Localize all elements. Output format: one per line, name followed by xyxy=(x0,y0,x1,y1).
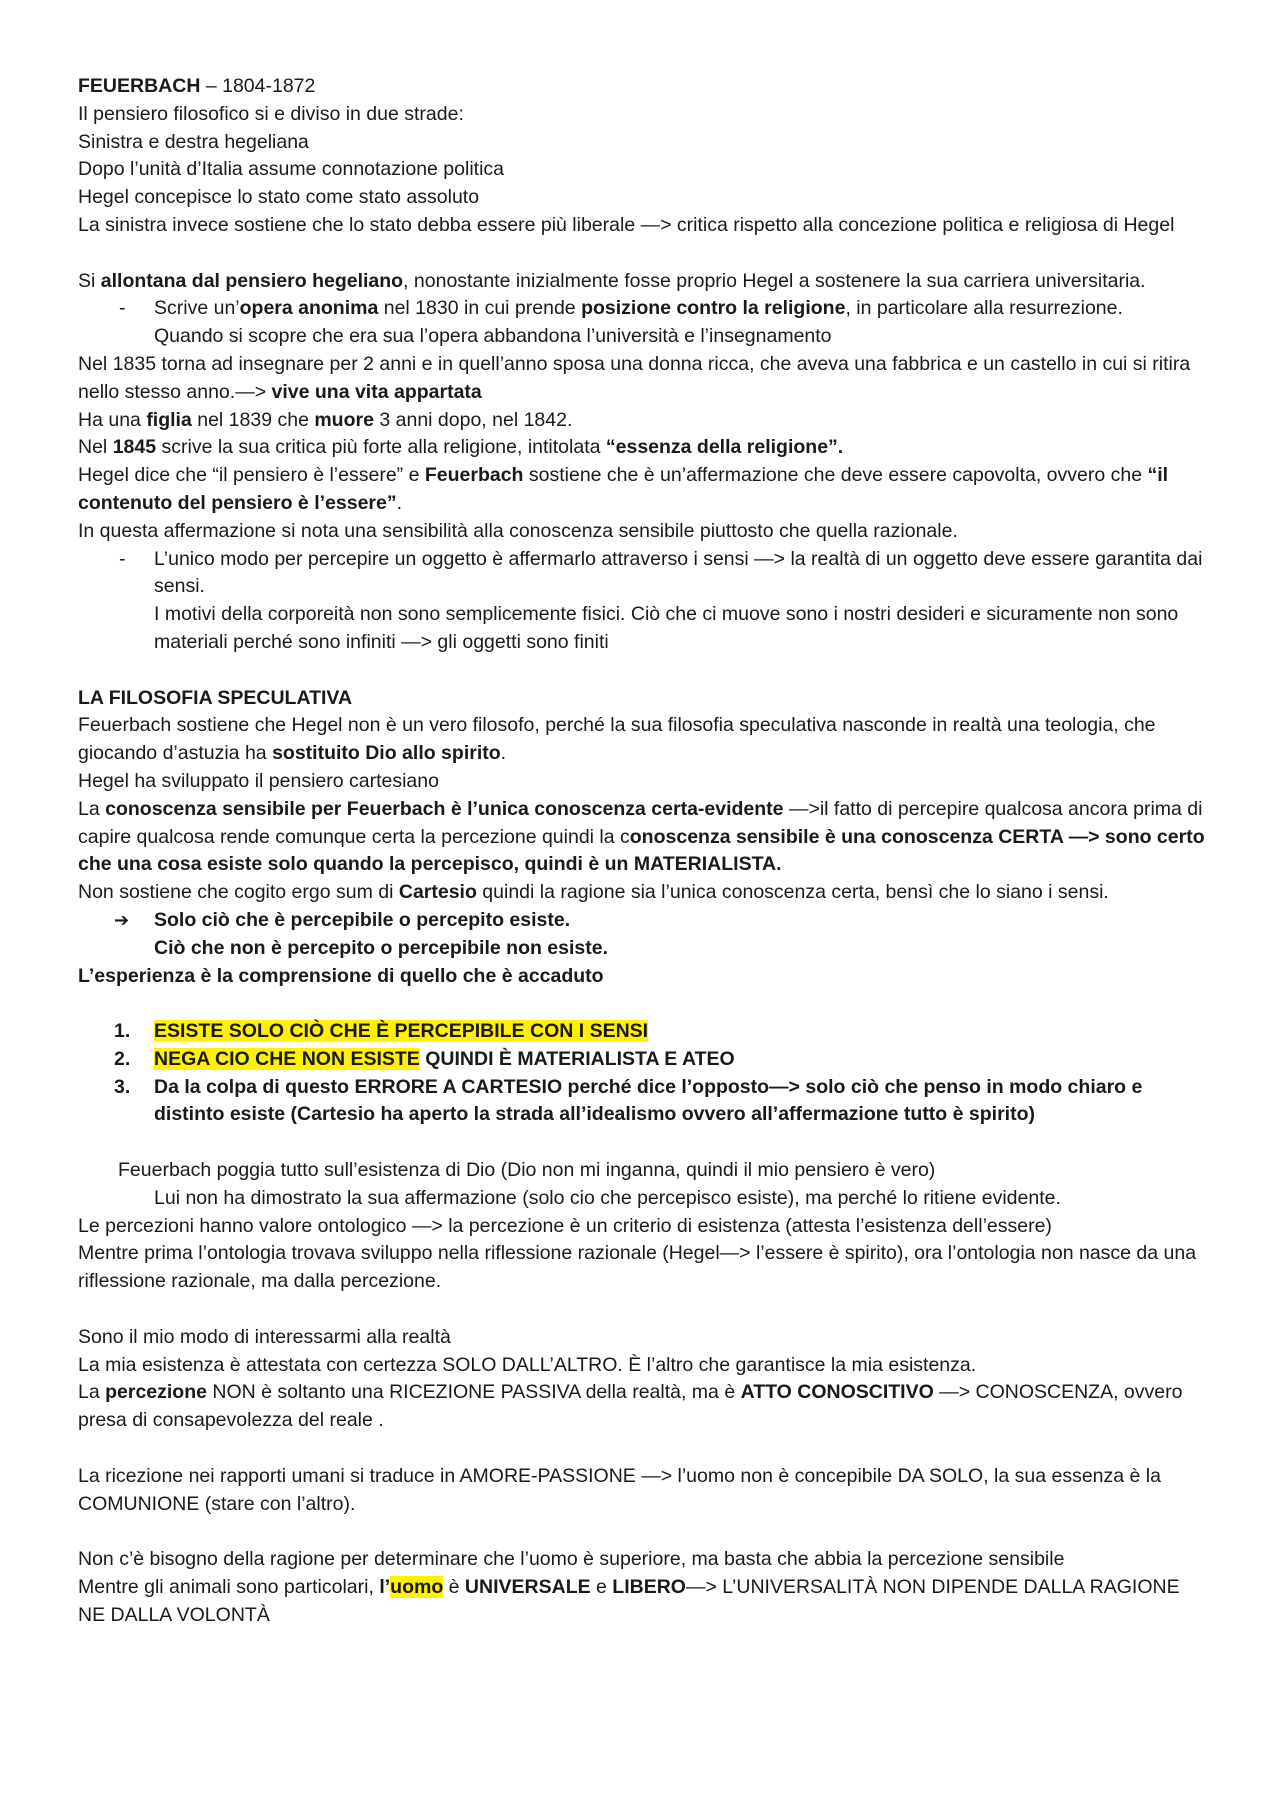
title-dates: – 1804-1872 xyxy=(200,75,316,97)
paragraph: La percezione NON è soltanto una RICEZIONE PASSIVA della realtà, ma è ATTO CONOSCITIVO —> CONOSCENZA, ovvero presa di consapevolezza del reale . xyxy=(78,1381,1183,1432)
document-title xyxy=(78,73,1208,101)
item-number: 2. xyxy=(114,1047,131,1070)
numbered-item: 3. Da la colpa di questo ERRORE A CARTESIO perché dice l’opposto—> solo ciò che penso in modo chiaro e distinto esiste (Cartesio ha aperto la strada all’idealismo ovvero all’affermazione tutto è spirito) xyxy=(114,1075,1143,1126)
paragraph: Si allontana dal pensiero hegeliano, nonostante inizialmente fosse proprio Hegel a sostenere la sua carriera universitaria. xyxy=(78,269,1146,292)
list-continuation: Quando si scopre che era sua l’opera abbandona l’università e l’insegnamento xyxy=(154,325,832,348)
highlighted-text: NEGA CIO CHE NON ESISTE xyxy=(154,1047,420,1070)
paragraph: Sono il mio modo di interessarmi alla realtà xyxy=(78,1325,451,1348)
document-body xyxy=(78,73,1208,1630)
intro-line: La sinistra invece sostiene che lo stato debba essere più liberale —> critica rispetto alla concezione politica e religiosa di Hegel xyxy=(78,213,1175,236)
list-continuation: Ciò che non è percepito o percepibile non esiste. xyxy=(154,936,609,959)
paragraph: La mia esistenza è attestata con certezza SOLO DALL’ALTRO. È l’altro che garantisce la mia esistenza. xyxy=(78,1353,977,1376)
intro-line: Il pensiero filosofico si e diviso in due strade: xyxy=(78,102,464,125)
paragraph: Le percezioni hanno valore ontologico —> la percezione è un criterio di esistenza (attesta l’esistenza dell’essere) xyxy=(78,1214,1052,1237)
paragraph: La ricezione nei rapporti umani si traduce in AMORE-PASSIONE —> l’uomo non è concepibile DA SOLO, la sua essenza è la COMUNIONE (stare con l’altro). xyxy=(78,1464,1161,1515)
item-number: 3. xyxy=(114,1075,131,1098)
intro-line: Hegel concepisce lo stato come stato assoluto xyxy=(78,186,480,209)
dash-bullet: - xyxy=(119,547,126,570)
paragraph: Non c’è bisogno della ragione per determinare che l’uomo è superiore, ma basta che abbia la percezione sensibile xyxy=(78,1548,1065,1571)
paragraph: In questa affermazione si nota una sensibilità alla conoscenza sensibile piuttosto che quella razionale. xyxy=(78,519,958,542)
paragraph: Mentre prima l’ontologia trovava sviluppo nella riflessione razionale (Hegel—> l’essere è spirito), ora l’ontologia non nasce da una riflessione razionale, ma dalla percezione. xyxy=(78,1242,1197,1293)
item-number: 1. xyxy=(114,1020,131,1043)
numbered-item xyxy=(78,1018,1208,1046)
dash-list-item: - Scrive un’opera anonima nel 1830 in cui prende posizione contro la religione, in particolare alla resurrezione. xyxy=(78,295,1208,323)
paragraph: Feuerbach poggia tutto sull’esistenza di Dio (Dio non mi inganna, quindi il mio pensiero è vero) xyxy=(118,1159,936,1182)
dash-list-item: - L’unico modo per percepire un oggetto è affermarlo attraverso i sensi —> la realtà di un oggetto deve essere garantita dai sensi. xyxy=(119,547,1203,598)
highlighted-text: uomo xyxy=(390,1576,444,1599)
paragraph: Mentre gli animali sono particolari, l’uomo è UNIVERSALE e LIBERO—> L’UNIVERSALITÀ NON DIPENDE DALLA RAGIONE NE DALLA VOLONTÀ xyxy=(78,1576,1180,1626)
paragraph: Lui non ha dimostrato la sua affermazione (solo cio che percepisco esiste), ma perché lo ritiene evidente. xyxy=(154,1186,1061,1209)
arrow-icon: ➔ xyxy=(114,909,130,930)
intro-line: Dopo l’unità d’Italia assume connotazione politica xyxy=(78,158,505,181)
paragraph: Ha una figlia nel 1839 che muore 3 anni dopo, nel 1842. xyxy=(78,408,573,431)
intro-line: Sinistra e destra hegeliana xyxy=(78,130,309,153)
highlighted-text: ESISTE SOLO CIÒ CHE È PERCEPIBILE CON I SENSI xyxy=(154,1020,649,1043)
section-heading: LA FILOSOFIA SPECULATIVA xyxy=(78,686,353,709)
list-continuation: I motivi della corporeità non sono semplicemente fisici. Ciò che ci muove sono i nostri desideri e sicuramente non sono materiali perché sono infiniti —> gli oggetti sono finiti xyxy=(154,603,1179,653)
arrow-list-item: ➔ Solo ciò che è percepibile o percepito esiste. xyxy=(78,907,1208,935)
paragraph: Hegel ha sviluppato il pensiero cartesiano xyxy=(78,769,439,792)
numbered-item: 2. NEGA CIO CHE NON ESISTE QUINDI È MATERIALISTA E ATEO xyxy=(78,1046,1208,1074)
paragraph: Nel 1845 scrive la sua critica più forte alla religione, intitolata “essenza della religione”. xyxy=(78,436,844,459)
paragraph: La conoscenza sensibile per Feuerbach è l’unica conoscenza certa-evidente —>il fatto di percepire qualcosa ancora prima di capire qualcosa rende comunque certa la percezione quindi la conoscenza sensibile è una conoscenza CERTA —> sono certo che una cosa esiste solo quando la percepisco, quindi è un MATERIALISTA. xyxy=(78,797,1205,876)
paragraph: L’esperienza è la comprensione di quello che è accaduto xyxy=(78,964,604,987)
title-name: FEUERBACH xyxy=(78,75,201,97)
dash-bullet: - xyxy=(119,297,126,320)
paragraph: Feuerbach sostiene che Hegel non è un vero filosofo, perché la sua filosofia speculativa nasconde in realtà una teologia, che giocando d’astuzia ha sostituito Dio allo spirito. xyxy=(78,714,1156,765)
paragraph: Non sostiene che cogito ergo sum di Cartesio quindi la ragione sia l’unica conoscenza certa, bensì che lo siano i sensi. xyxy=(78,881,1109,904)
paragraph: Hegel dice che “il pensiero è l’essere” e Feuerbach sostiene che è un’affermazione che deve essere capovolta, ovvero che “il contenuto del pensiero è l’essere”. xyxy=(78,464,1169,514)
paragraph: Nel 1835 torna ad insegnare per 2 anni e in quell’anno sposa una donna ricca, che aveva una fabbrica e un castello in cui si ritira nello stesso anno.—> vive una vita appartata xyxy=(78,352,1191,403)
